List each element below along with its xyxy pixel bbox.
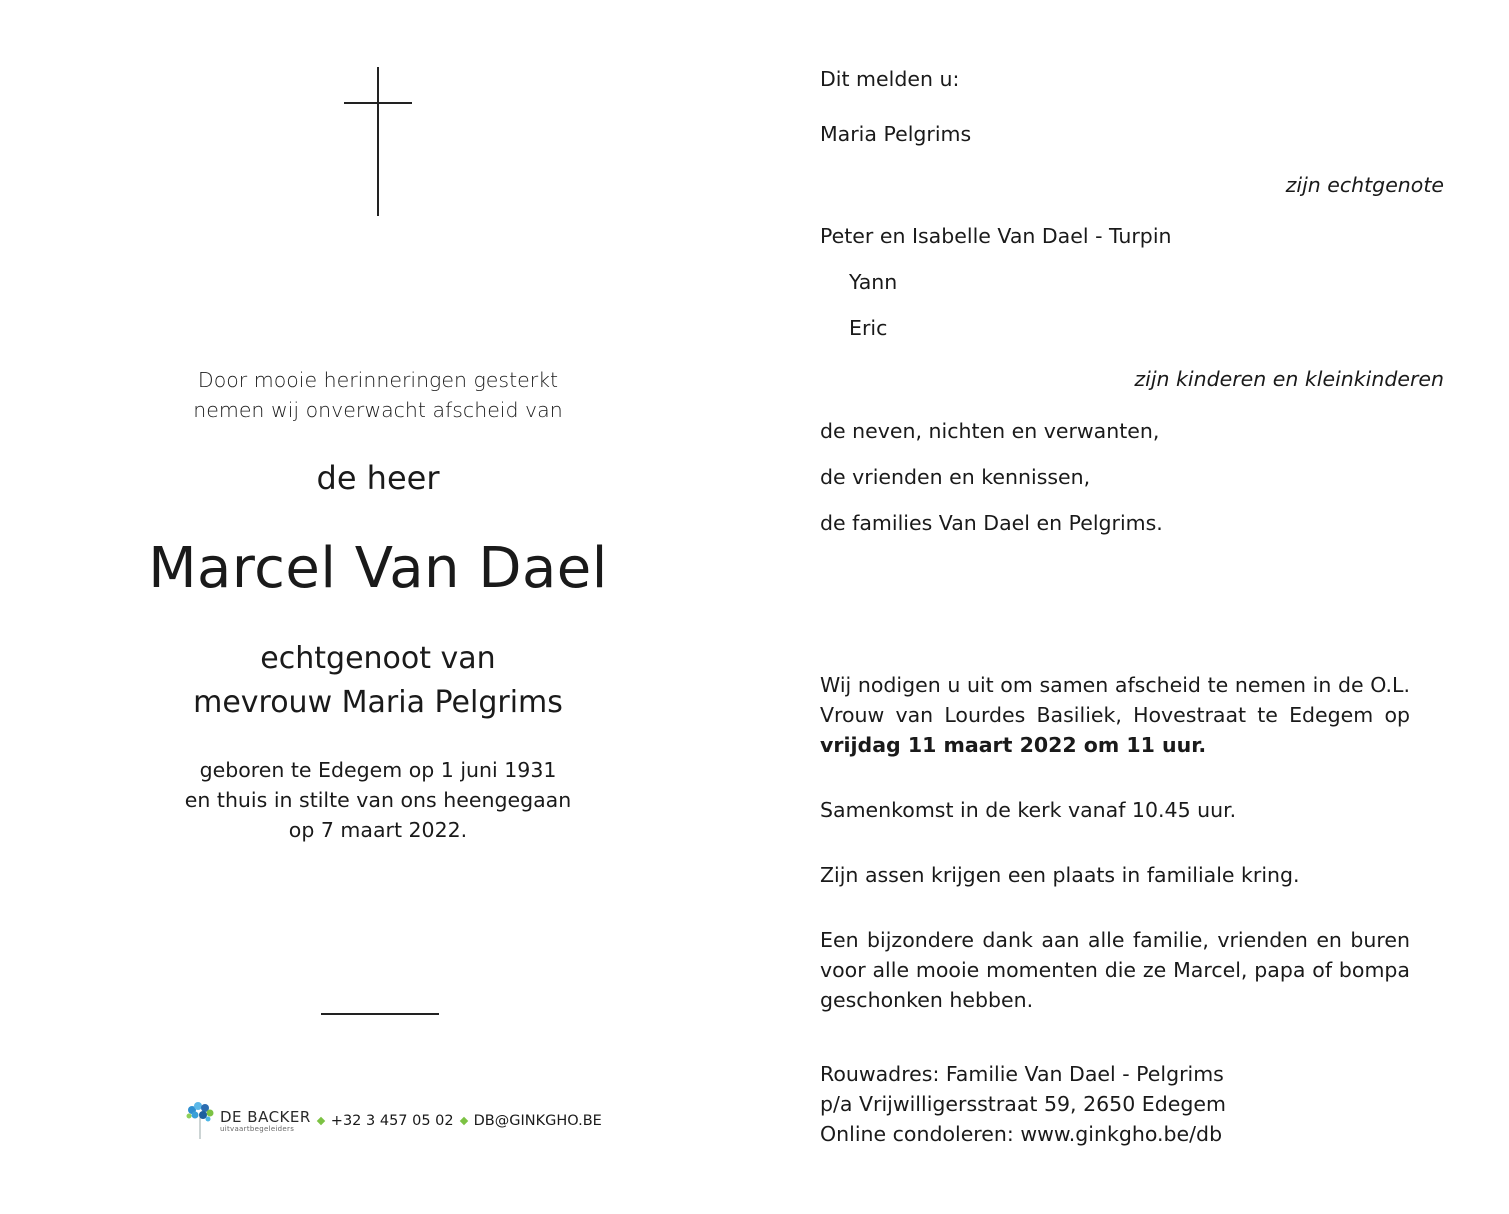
gathering-text: Samenkomst in de kerk vanaf 10.45 uur. xyxy=(820,798,1237,822)
spouse-line-2: mevrouw Maria Pelgrims xyxy=(193,685,563,720)
children-role: zijn kinderen en kleinkinderen xyxy=(1134,367,1444,391)
separator-dot-icon xyxy=(317,1117,325,1125)
deceased-title: de heer xyxy=(316,459,440,497)
thanks-paragraph: Een bijzondere dank aan alle familie, vrienden en buren voor alle mooie momenten die ze Marcel, papa of bompa geschonken hebben. xyxy=(820,928,1410,1012)
relatives-line: de families Van Dael en Pelgrims. xyxy=(820,511,1163,535)
wife-role: zijn echtgenote xyxy=(1285,173,1444,197)
relatives-line: de vrienden en kennissen, xyxy=(820,465,1091,489)
intro-text xyxy=(128,365,628,425)
grandchild-name: Yann xyxy=(849,270,898,294)
brand-logo-text xyxy=(220,1107,311,1133)
spouse-text xyxy=(128,637,628,725)
address-line-3: Online condoleren: www.ginkgho.be/db xyxy=(820,1122,1223,1146)
address-line-2: p/a Vrijwilligersstraat 59, 2650 Edegem xyxy=(820,1092,1226,1116)
announcement-heading: Dit melden u: xyxy=(820,67,960,91)
intro-line-2: nemen wij onverwacht afscheid van xyxy=(193,398,563,422)
wife-name: Maria Pelgrims xyxy=(820,122,972,146)
birth-line-2: en thuis in stilte van ons heengegaan xyxy=(184,788,572,812)
birth-line-3: op 7 maart 2022. xyxy=(288,818,468,842)
grandchild-name: Eric xyxy=(849,316,888,340)
birth-line-1: geboren te Edegem op 1 juni 1931 xyxy=(199,758,557,782)
cross-icon xyxy=(377,67,379,216)
cross-icon-bar xyxy=(344,102,412,104)
deceased-name: Marcel Van Dael xyxy=(148,536,608,601)
brand-subtitle: uitvaartbegeleiders xyxy=(220,1124,295,1133)
invitation-text: Wij nodigen u uit om samen afscheid te nemen in de O.L. Vrouw van Lourdes Basiliek, Hovestraat te Edegem op xyxy=(820,673,1410,727)
funeral-home-footer xyxy=(182,1101,602,1141)
ginkgo-logo-icon xyxy=(182,1101,218,1141)
invitation-date: vrijdag 11 maart 2022 om 11 uur. xyxy=(820,733,1207,757)
address-line-1: Rouwadres: Familie Van Dael - Pelgrims xyxy=(820,1062,1224,1086)
footer-phone: +32 3 457 05 02 xyxy=(330,1113,454,1129)
intro-line-1: Door mooie herinneringen gesterkt xyxy=(197,368,559,392)
spouse-line-1: echtgenoot van xyxy=(260,641,496,676)
ashes-text: Zijn assen krijgen een plaats in familiale kring. xyxy=(820,863,1300,887)
separator-dot-icon xyxy=(459,1117,467,1125)
footer-email: DB@GINKGHO.BE xyxy=(473,1113,602,1129)
brand-name: DE BACKER xyxy=(220,1107,311,1126)
birth-death-text xyxy=(128,755,628,845)
invitation-paragraph xyxy=(820,670,1410,760)
address-block xyxy=(820,1059,1226,1149)
divider-rule xyxy=(321,1013,439,1015)
children-names: Peter en Isabelle Van Dael - Turpin xyxy=(820,224,1172,248)
relatives-line: de neven, nichten en verwanten, xyxy=(820,419,1160,443)
